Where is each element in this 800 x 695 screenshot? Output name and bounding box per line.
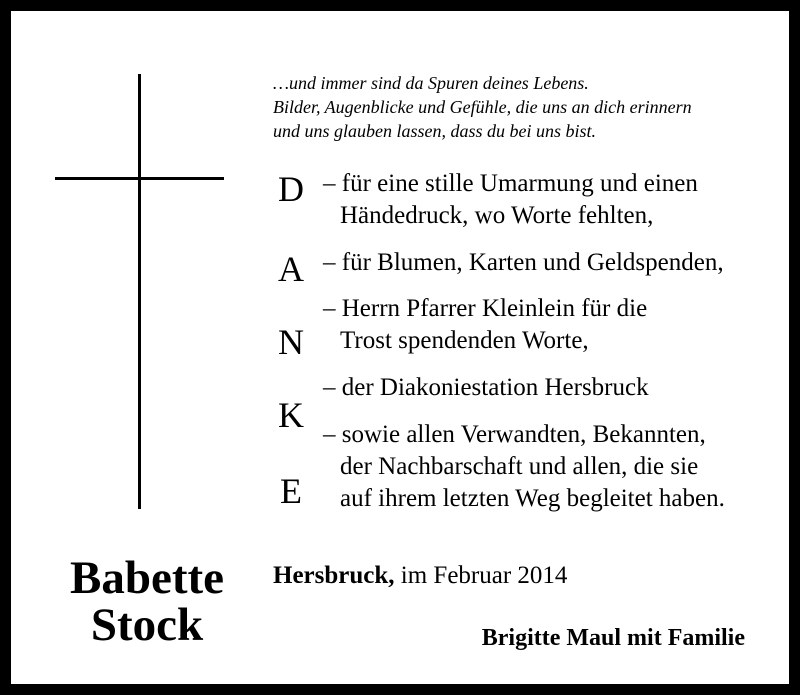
deceased-first-name: Babette — [69, 552, 224, 604]
thanks-line: – für eine stille Umarmung und einen — [323, 170, 698, 197]
cross-vertical-bar — [138, 74, 141, 509]
thanks-entry — [323, 168, 698, 232]
quote-line: Bilder, Augenblicke und Gefühle, die uns an dich erinnern — [273, 97, 692, 117]
place-city: Hersbruck, — [273, 562, 395, 589]
thanks-line: auf ihrem letzten Weg begleitet haben. — [340, 485, 725, 512]
deceased-last-name: Stock — [90, 599, 204, 651]
danke-letter-n: N — [278, 322, 304, 362]
quote-line: …und immer sind da Spuren deines Lebens. — [273, 73, 589, 93]
danke-letter-a: A — [278, 249, 304, 289]
thanks-entry — [323, 247, 724, 279]
thanks-entry — [323, 419, 725, 515]
cross-horizontal-bar — [55, 177, 224, 180]
thanks-line: Trost spendenden Worte, — [340, 327, 589, 354]
danke-letter-d: D — [278, 169, 304, 209]
thanks-entry — [323, 372, 649, 404]
thanks-line: – Herrn Pfarrer Kleinlein für die — [323, 295, 648, 322]
thanks-line: – der Diakoniestation Hersbruck — [323, 374, 649, 401]
quote-line: und uns glauben lassen, dass du bei uns bist. — [273, 121, 597, 141]
thanks-line: Händedruck, wo Worte fehlten, — [340, 202, 654, 229]
thanks-line: – für Blumen, Karten und Geldspenden, — [323, 249, 724, 276]
deceased-name — [49, 552, 245, 651]
place-date-text: im Februar 2014 — [400, 562, 568, 589]
place-date — [273, 561, 567, 591]
quote — [273, 71, 793, 143]
thanks-line: – sowie allen Verwandten, Bekannten, — [323, 421, 706, 448]
danke-letter-k: K — [278, 395, 304, 435]
signature: Brigitte Maul mit Familie — [481, 625, 745, 651]
danke-letter-e: E — [280, 471, 302, 511]
thanks-entry — [323, 293, 647, 357]
thanks-line: der Nachbarschaft und allen, die sie — [340, 453, 699, 480]
